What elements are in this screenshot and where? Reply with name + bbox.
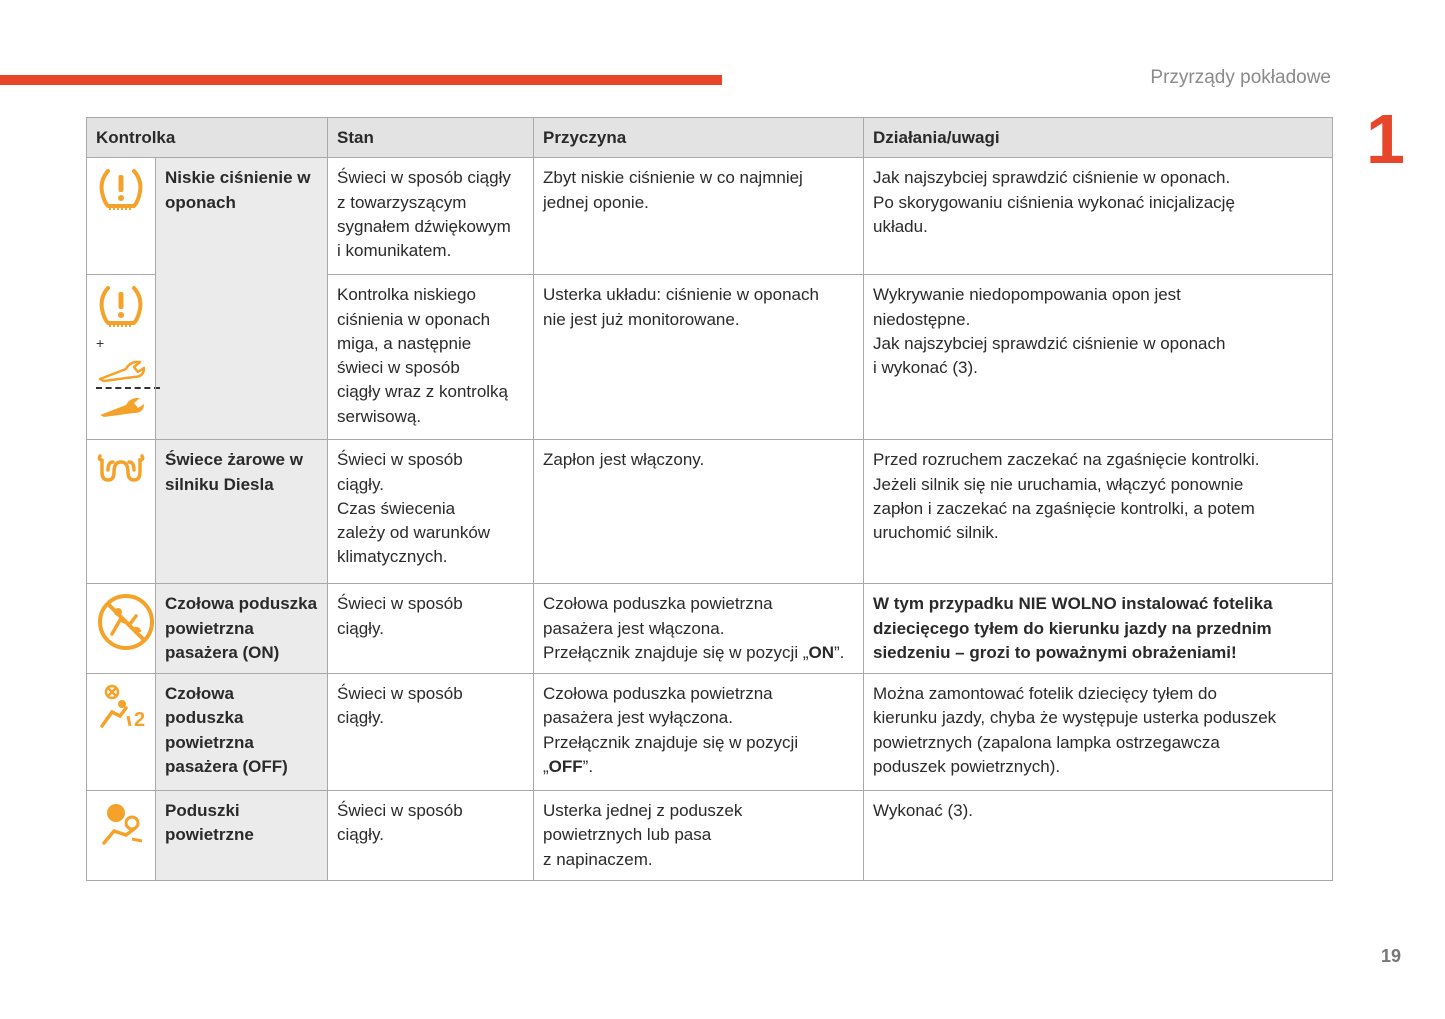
header-accent-bar (0, 75, 722, 85)
col-header-dzialania: Działania/uwagi (864, 118, 1333, 158)
table-row (87, 791, 1333, 881)
action-line: kierunku jazdy, chyba że występuje usterka poduszek (873, 708, 1277, 728)
cause-cell (534, 440, 864, 584)
state-cell (328, 158, 534, 275)
col-header-stan: Stan (328, 118, 534, 158)
state-cell (328, 275, 534, 440)
cause-line: jednej oponie. (543, 192, 649, 212)
cause-line: Czołowa poduszka powietrzna (543, 684, 773, 704)
cause-switch-suffix: ”. (834, 642, 845, 662)
state-line: Świeci w sposób (337, 684, 463, 704)
wrench-outline-icon (96, 357, 146, 383)
warning-name (156, 584, 328, 674)
action-line: Jak najszybciej sprawdzić ciśnienie w oponach (873, 333, 1226, 353)
warning-name-line: Poduszki (165, 801, 240, 821)
state-line: ciągły wraz z kontrolką (337, 382, 509, 402)
state-line: i komunikatem. (337, 241, 452, 261)
table-header-row (87, 118, 1333, 158)
state-line: Kontrolka niskiego (337, 285, 476, 305)
action-line: układu. (873, 216, 928, 236)
cause-line: Usterka układu: ciśnienie w oponach (543, 285, 819, 305)
col-header-kontrolka: Kontrolka (87, 118, 328, 158)
col-header-przyczyna: Przyczyna (534, 118, 864, 158)
warning-lights-table (86, 117, 1333, 881)
warning-name-text: Niskie ciśnienie w oponach (165, 168, 311, 212)
state-line: świeci w sposób (337, 358, 460, 378)
cause-line: nie jest już monitorowane. (543, 309, 740, 329)
wrench-service-icon (96, 393, 146, 419)
warning-name-line: Czołowa (165, 684, 234, 704)
icon-cell (87, 275, 156, 440)
cause-cell (534, 791, 864, 881)
action-line: i wykonać (3). (873, 358, 978, 378)
warning-name (156, 674, 328, 791)
action-cell (864, 440, 1333, 584)
action-line: Po skorygowaniu ciśnienia wykonać inicjalizację (873, 192, 1235, 212)
icon-cell (87, 440, 156, 584)
warning-name (156, 158, 328, 440)
action-line: Jeżeli silnik się nie uruchamia, włączyć ponownie (873, 474, 1244, 494)
cause-switch-line (543, 641, 854, 665)
cause-line: Zapłon jest włączony. (543, 450, 705, 470)
cause-line: powietrznych lub pasa (543, 825, 712, 845)
warning-name-text: Świece żarowe w silniku Diesla (165, 450, 303, 494)
state-line: serwisową. (337, 406, 422, 426)
state-line: sygnałem dźwiękowym (337, 216, 511, 236)
state-line: ciągły. (337, 474, 384, 494)
action-cell (864, 275, 1333, 440)
table-row (87, 440, 1333, 584)
action-line: Można zamontować fotelik dziecięcy tyłem do (873, 684, 1217, 704)
warning-name-line: Czołowa poduszka (165, 594, 318, 614)
cause-cell (534, 275, 864, 440)
state-line: ciśnienia w oponach (337, 309, 491, 329)
cause-line: Przełącznik znajduje się w pozycji (543, 732, 799, 752)
warning-name-line: powietrzna (165, 618, 254, 638)
warning-name-line: powietrzna (165, 732, 254, 752)
warning-name (156, 791, 328, 881)
warning-name-line: pasażera (ON) (165, 642, 280, 662)
state-line: ciągły. (337, 708, 384, 728)
warning-name (156, 440, 328, 584)
state-line: zależy od warunków (337, 523, 491, 543)
cause-switch-line (543, 755, 854, 779)
state-line: Świeci w sposób (337, 594, 463, 614)
warning-name-line: pasażera (OFF) (165, 757, 288, 777)
svg-text:2: 2 (134, 709, 146, 732)
tire-pressure-icon (96, 166, 146, 212)
airbag-on-icon (96, 592, 146, 652)
cause-line: Zbyt niskie ciśnienie w co najmniej (543, 168, 803, 188)
cause-line: Usterka jednej z poduszek (543, 801, 743, 821)
action-line: W tym przypadku NIE WOLNO instalować fotelika (873, 594, 1273, 614)
state-cell (328, 584, 534, 674)
warning-name-line: poduszka (165, 708, 244, 728)
action-line: powietrznych (zapalona lampka ostrzegawcza (873, 732, 1220, 752)
cause-switch-suffix: ”. (582, 757, 594, 777)
icon-cell (87, 674, 156, 791)
action-line: niedostępne. (873, 309, 971, 329)
cause-cell (534, 584, 864, 674)
cause-cell (534, 674, 864, 791)
action-cell (864, 158, 1333, 275)
action-line: Jak najszybciej sprawdzić ciśnienie w oponach. (873, 168, 1231, 188)
cause-cell (534, 158, 864, 275)
table-row (87, 584, 1333, 674)
dashed-divider (96, 387, 160, 389)
action-line: siedzeniu – grozi to poważnymi obrażeniami! (873, 642, 1237, 662)
warning-name-line: powietrzne (165, 825, 254, 845)
table-row (87, 158, 1333, 275)
cause-switch-prefix: Przełącznik znajduje się w pozycji „ (543, 642, 809, 662)
cause-switch-value: OFF (548, 757, 583, 777)
action-line: uruchomić silnik. (873, 523, 999, 543)
tire-pressure-icon (96, 283, 146, 329)
state-line: miga, a następnie (337, 333, 472, 353)
section-title: Przyrządy pokładowe (1150, 67, 1331, 88)
state-cell (328, 674, 534, 791)
icon-cell (87, 791, 156, 881)
action-line: zapłon i zaczekać na zgaśnięcie kontrolki, a potem (873, 498, 1255, 518)
action-cell (864, 674, 1333, 791)
cause-line: pasażera jest włączona. (543, 618, 725, 638)
action-line: poduszek powietrznych). (873, 757, 1061, 777)
action-line: Przed rozruchem zaczekać na zgaśnięcie kontrolki. (873, 450, 1260, 470)
action-cell (864, 584, 1333, 674)
plus-sign: + (96, 335, 105, 352)
cause-switch-value: ON (808, 642, 834, 662)
state-line: z towarzyszącym (337, 192, 467, 212)
cause-line: z napinaczem. (543, 849, 653, 869)
state-cell (328, 440, 534, 584)
airbags-icon (96, 799, 146, 849)
chapter-number: 1 (1366, 100, 1405, 178)
icon-cell (87, 584, 156, 674)
state-line: ciągły. (337, 618, 384, 638)
state-line: Świeci w sposób ciągły (337, 168, 511, 188)
icon-cell (87, 158, 156, 275)
state-line: Świeci w sposób (337, 450, 463, 470)
state-cell (328, 791, 534, 881)
action-line: Wykonać (3). (873, 801, 973, 821)
cause-line: pasażera jest wyłączona. (543, 708, 733, 728)
action-line: dziecięcego tyłem do kierunku jazdy na przednim (873, 618, 1272, 638)
cause-switch-prefix: „ (543, 757, 549, 777)
cause-line: Czołowa poduszka powietrzna (543, 594, 773, 614)
table-row (87, 674, 1333, 791)
glow-plug-icon (96, 448, 146, 488)
action-line: Wykrywanie niedopompowania opon jest (873, 285, 1181, 305)
state-line: Świeci w sposób (337, 801, 463, 821)
airbag-off-icon (96, 682, 146, 732)
state-line: ciągły. (337, 825, 384, 845)
state-line: klimatycznych. (337, 547, 448, 567)
state-line: Czas świecenia (337, 498, 456, 518)
action-cell (864, 791, 1333, 881)
page-number: 19 (1381, 946, 1402, 966)
